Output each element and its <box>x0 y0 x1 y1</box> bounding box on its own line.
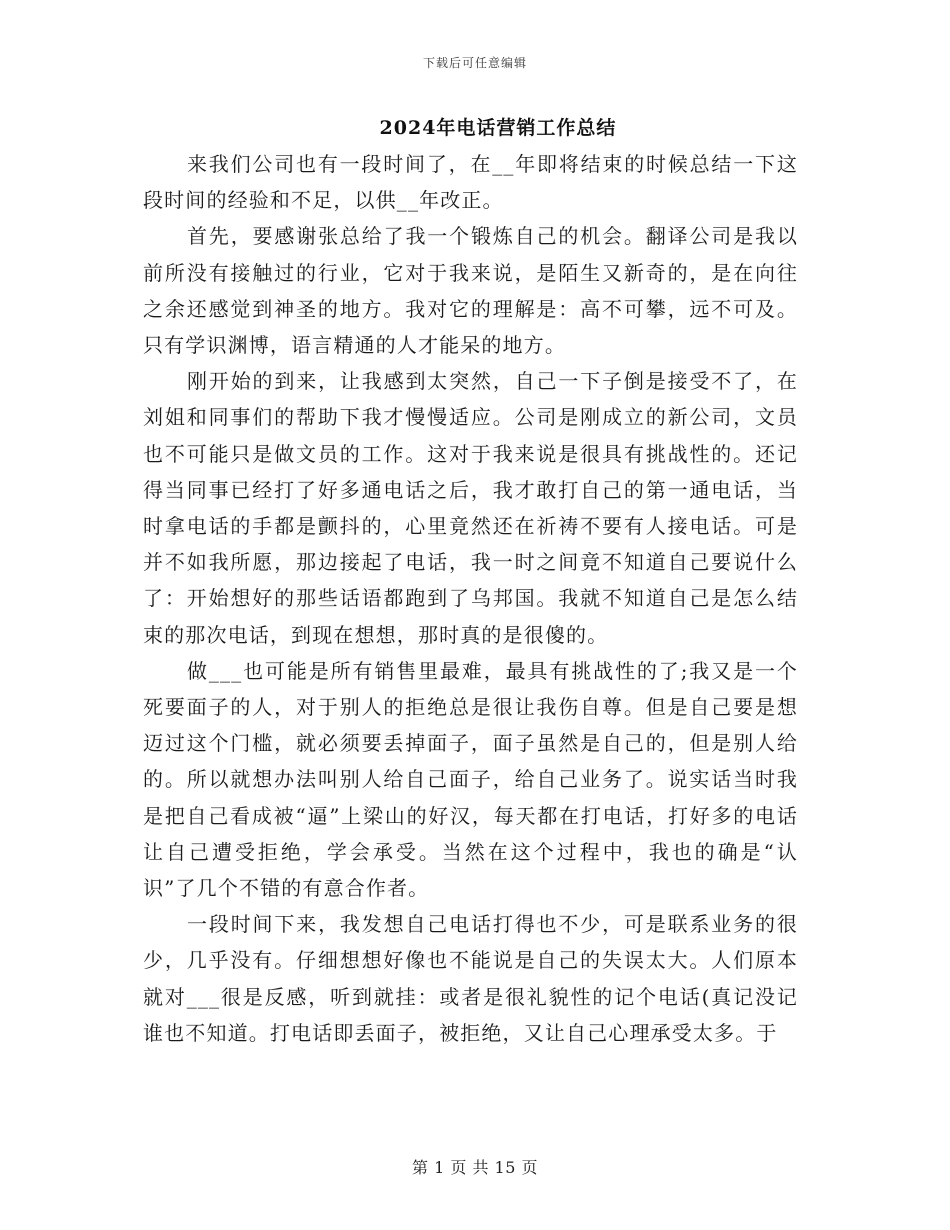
document-title: 2024年电话营销工作总结 <box>379 117 617 139</box>
paragraph-1: 来我们公司也有一段时间了，在__年即将结束的时候总结一下这段时间的经验和不足，以供__年改正。 <box>143 152 798 213</box>
paragraph-4: 做___也可能是所有销售里最难，最具有挑战性的了;我又是一个死要面子的人，对于别人的拒绝总是很让我伤自尊。但是自己要是想迈过这个门槛，就必须要丢掉面子，面子虽然是自己的，但是别人给的。所以就想办法叫别人给自己面子，给自己业务了。说实话当时我是把自己看成被“逼”上梁山的好汉，每天都在打电话，打好多的电话让自己遭受拒绝，学会承受。当然在这个过程中，我也的确是“认识”了几个不错的有意合作者。 <box>143 658 798 901</box>
page-header-note: 下载后可任意编辑 <box>422 56 527 70</box>
document-body <box>143 146 798 1051</box>
paragraph-5: 一段时间下来，我发想自己电话打得也不少，可是联系业务的很少，几乎没有。仔细想想好像也不能说是自己的失误太大。人们原本就对___很是反感，听到就挂：或者是很礼貌性的记个电话(真记没记谁也不知道。打电话即丢面子，被拒绝，又让自己心理承受太多。于 <box>143 912 798 1045</box>
page-number-footer: 第 1 页 共 15 页 <box>412 1158 538 1177</box>
paragraph-2: 首先，要感谢张总给了我一个锻炼自己的机会。翻译公司是我以前所没有接触过的行业，它对于我来说，是陌生又新奇的，是在向往之余还感觉到神圣的地方。我对它的理解是：高不可攀，远不可及。只有学识渊博，语言精通的人才能呆的地方。 <box>143 224 798 358</box>
paragraph-3: 刚开始的到来，让我感到太突然，自己一下子倒是接受不了，在刘姐和同事们的帮助下我才慢慢适应。公司是刚成立的新公司，文员也不可能只是做文员的工作。这对于我来说是很具有挑战性的。还记得当同事已经打了好多通电话之后，我才敢打自己的第一通电话，当时拿电话的手都是颤抖的，心里竟然还在祈祷不要有人接电话。可是并不如我所愿，那边接起了电话，我一时之间竟不知道自己要说什么了：开始想好的那些话语都跑到了乌邦国。我就不知道自己是怎么结束的那次电话，到现在想想，那时真的是很傻的。 <box>143 369 798 647</box>
